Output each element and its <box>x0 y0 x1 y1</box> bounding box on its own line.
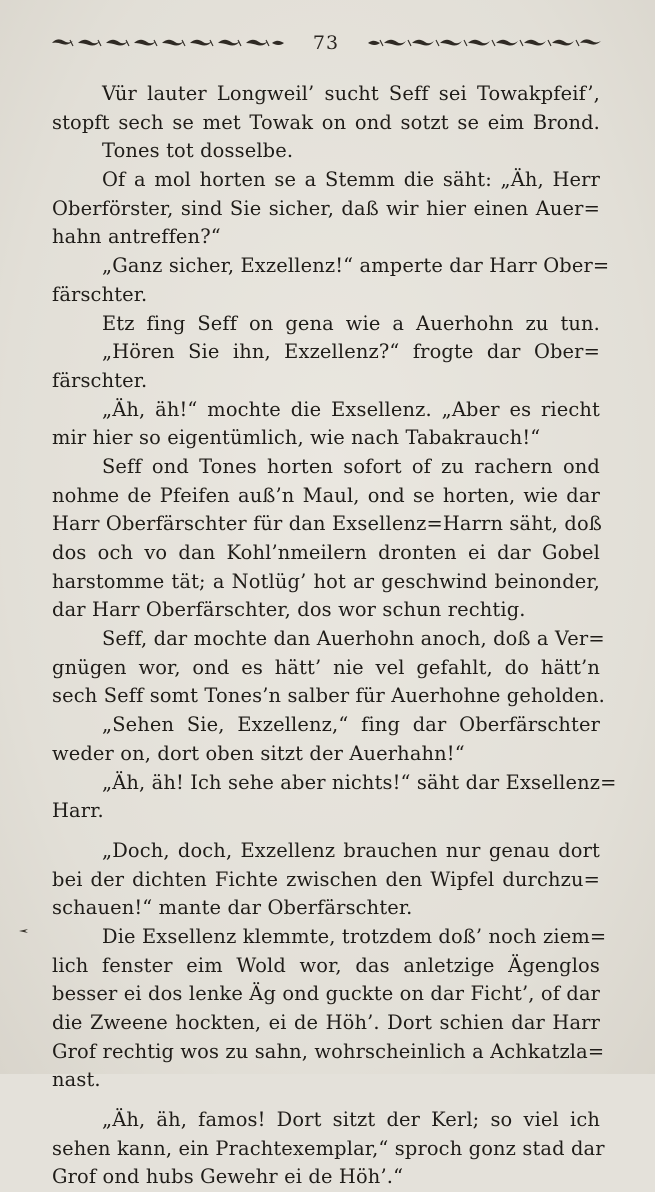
text-line: hahn antreffen?“ <box>52 225 221 249</box>
text-line: färschter. <box>52 368 148 392</box>
text-line: dar Harr Oberfärschter, dos wor schun rechtig. <box>52 598 526 622</box>
text-line: Grof rechtig wos zu sahn, wohrscheinlich a Achkatzla= <box>52 1039 605 1063</box>
paragraph-gap <box>52 1095 600 1106</box>
text-line: stopft sech se met Towak on ond sotzt se eim Brond. <box>52 110 600 134</box>
text-line: sech Seff somt Tones’n salber für Auerhohne geholden. <box>52 684 605 708</box>
text-line: färschter. <box>52 282 148 306</box>
text-line: „Hören Sie ihn, Exzellenz?“ frogte dar Ober= <box>102 340 600 364</box>
text-line: Die Exsellenz klemmte, trotzdem doß’ noch ziem= <box>102 924 607 948</box>
text-line: schauen!“ mante dar Oberfärschter. <box>52 896 413 920</box>
margin-mark-icon <box>18 928 30 934</box>
text-line: „Äh, äh, famos! Dort sitzt der Kerl; so viel ich <box>102 1108 600 1132</box>
text-line: Etz fing Seff on gena wie a Auerhohn zu tun. <box>102 311 600 335</box>
text-line: Seff ond Tones horten sofort of zu rachern ond <box>102 454 600 478</box>
text-line: „Äh, äh! Ich sehe aber nichts!“ säht dar Exsellenz= <box>102 770 617 794</box>
text-line: Harr Oberfärschter für dan Exsellenz=Harrn säht, doß <box>52 512 602 536</box>
text-line: die Zweene hockten, ei de Höh’. Dort schien dar Harr <box>52 1011 600 1034</box>
text-line: bei der dichten Fichte zwischen den Wipfel durchzu= <box>52 867 600 891</box>
text-line: lich fenster eim Wold wor, das anletzige Ägenglos <box>52 953 600 977</box>
ornament-left-icon <box>50 36 286 50</box>
text-line: besser ei dos lenke Äg ond guckte on dar Ficht’, of dar <box>52 982 601 1006</box>
text-line: harstomme tät; a Notlüg’ hot ar geschwind beinonder, <box>52 569 600 593</box>
text-line: Grof ond hubs Gewehr ei de Höh’.“ <box>52 1165 404 1189</box>
text-line: Seff, dar mochte dan Auerhohn anoch, doß a Ver= <box>102 627 605 651</box>
text-line: „Doch, doch, Exzellenz brauchen nur genau dort <box>102 838 600 862</box>
text-line: gnügen wor, ond es hätt’ nie vel gefahlt, do hätt’n <box>52 655 600 679</box>
text-line: nohme de Pfeifen auß’n Maul, ond se horten, wie dar <box>52 483 600 507</box>
text-line: Of a mol horten se a Stemm die säht: „Äh, Herr <box>102 168 600 192</box>
text-line: Harr. <box>52 799 104 823</box>
paragraph-gap <box>52 826 600 837</box>
ornament-right-icon <box>366 36 602 50</box>
text-line: mir hier so eigentümlich, wie nach Tabakrauch!“ <box>52 426 541 450</box>
text-line: „Ganz sicher, Exzellenz!“ amperte dar Harr Ober= <box>102 254 610 278</box>
text-line: „Äh, äh!“ mochte die Exsellenz. „Aber es riecht <box>102 397 600 421</box>
text-line: dos och vo dan Kohl’nmeilern dronten ei dar Gobel <box>52 541 600 564</box>
text-line: sehen kann, ein Prachtexemplar,“ sproch gonz stad dar <box>52 1136 605 1160</box>
text-line: Vür lauter Longweil’ sucht Seff sei Towakpfeif’, <box>102 82 600 105</box>
page-header <box>50 28 602 58</box>
text-line: nast. <box>52 1068 101 1092</box>
text-line: Oberförster, sind Sie sicher, daß wir hier einen Auer= <box>52 196 600 220</box>
body-text <box>52 80 617 1192</box>
text-line: weder on, dort oben sitzt der Auerhahn!“ <box>52 741 465 765</box>
text-line: Tones tot dosselbe. <box>102 139 294 163</box>
text-line: „Sehen Sie, Exzellenz,“ fing dar Oberfärschter <box>102 713 600 737</box>
page-number: 73 <box>312 32 340 54</box>
